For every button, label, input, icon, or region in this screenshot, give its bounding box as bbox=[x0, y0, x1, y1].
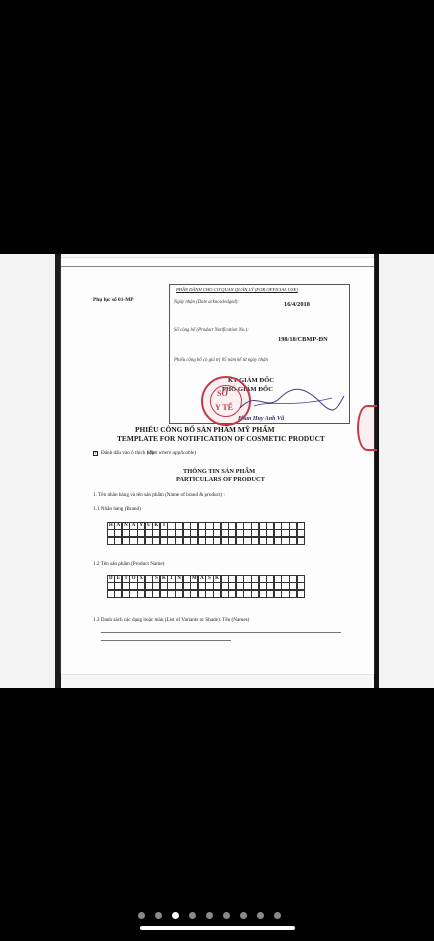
date-acknowledged-value: 16/4/2018 bbox=[284, 301, 310, 308]
item-1-name-of-brand: 1. Tên nhãn hàng và tên sản phẩm (Name of brand & product) : bbox=[93, 492, 225, 498]
document-page bbox=[61, 258, 374, 674]
product-letter-cell: E bbox=[114, 575, 122, 583]
product-letter-cell: T bbox=[122, 575, 130, 583]
brand-letter-cell: A bbox=[114, 522, 122, 530]
page-dot[interactable] bbox=[274, 912, 281, 919]
page-dot[interactable] bbox=[240, 912, 247, 919]
product-letter-cell: K bbox=[160, 575, 168, 583]
brand-letter-cell: H bbox=[107, 522, 115, 530]
product-letter-cell: X bbox=[137, 575, 145, 583]
brand-letter-cell: U bbox=[145, 522, 153, 530]
appendix-label: Phụ lục số 01-MP bbox=[93, 297, 134, 303]
item-1-2-product-name: 1.2 Tên sản phẩm (Product Name) bbox=[93, 561, 165, 567]
brand-letter-cell: I bbox=[160, 522, 168, 530]
notification-number-value: 198/18/CBMP-ĐN bbox=[278, 336, 328, 343]
product-letter-cell: S bbox=[152, 575, 160, 583]
brand-letter-cell: Y bbox=[137, 522, 145, 530]
page-dot[interactable] bbox=[138, 912, 145, 919]
item-1-3-variants: 1.3 Danh sách các dạng hoặc màu (List of Variants or Shade). Tên (Names) bbox=[93, 617, 250, 623]
variants-fill-line-1 bbox=[101, 632, 341, 633]
page-edge-seal bbox=[357, 405, 377, 451]
photo-edge-left bbox=[0, 254, 55, 688]
product-letter-cell bbox=[297, 590, 305, 598]
section-title-english: PARTICULARS OF PRODUCT bbox=[176, 476, 265, 483]
seal-text-yte: Y TẾ bbox=[215, 403, 234, 412]
section-title-vietnamese: THÔNG TIN SẢN PHẨM bbox=[183, 468, 256, 475]
item-1-1-brand: 1.1 Nhãn hàng (Brand) bbox=[93, 506, 141, 512]
page-dot[interactable] bbox=[189, 912, 196, 919]
product-letter-cell: I bbox=[167, 575, 175, 583]
page-dot[interactable] bbox=[206, 912, 213, 919]
brand-letter-cell: A bbox=[129, 522, 137, 530]
brand-letter-cell: N bbox=[122, 522, 130, 530]
validity-note: Phiếu công bố có giá trị 05 năm kể từ ngày nhận bbox=[174, 358, 268, 363]
variants-fill-line-2 bbox=[101, 640, 231, 641]
seal-text-so: SỞ bbox=[217, 389, 228, 398]
page-dot[interactable] bbox=[223, 912, 230, 919]
sign-title-deputy: PHÓ GIÁM ĐỐC bbox=[222, 386, 273, 393]
tick-note-vietnamese: Đánh dấu vào ô thích hợp bbox=[101, 450, 155, 456]
page-dot-active[interactable] bbox=[172, 912, 179, 919]
tick-note-english: (Tick where applicable) bbox=[147, 450, 197, 456]
page-indicator[interactable] bbox=[138, 912, 281, 920]
brand-letter-grid bbox=[107, 522, 304, 545]
product-letter-cell: K bbox=[213, 575, 221, 583]
tick-checkbox bbox=[93, 451, 98, 456]
page-dot[interactable] bbox=[155, 912, 162, 919]
title-english: TEMPLATE FOR NOTIFICATION OF COSMETIC PRODUCT bbox=[117, 434, 325, 443]
photo-edge-right bbox=[379, 254, 434, 688]
title-vietnamese: PHIẾU CÔNG BỐ SẢN PHẨM MỸ PHẨM bbox=[135, 425, 275, 434]
home-indicator[interactable] bbox=[140, 926, 295, 930]
brand-letter-cell: K bbox=[152, 522, 160, 530]
sign-title-director: KT GIÁM ĐỐC bbox=[228, 377, 275, 384]
signer-name: Phan Huy Anh Vũ bbox=[238, 416, 285, 422]
product-letter-cell: M bbox=[191, 576, 197, 582]
product-name-letter-grid bbox=[107, 575, 304, 598]
product-letter-cell: N bbox=[175, 575, 183, 583]
product-letter-cell: S bbox=[205, 575, 213, 583]
product-letter-cell: A bbox=[198, 575, 206, 583]
page-top-rule bbox=[61, 266, 374, 267]
notification-number-label: Số công bố (Product Notification No.): bbox=[174, 328, 249, 333]
date-acknowledged-label: Ngày nhận (Date acknowledged): bbox=[174, 300, 239, 305]
product-letter-cell: O bbox=[129, 575, 137, 583]
brand-letter-cell bbox=[297, 537, 305, 545]
product-letter-cell: D bbox=[107, 575, 115, 583]
page-dot[interactable] bbox=[257, 912, 264, 919]
official-use-header: PHẦN DÀNH CHO CƠ QUAN QUẢN LÝ (FOR OFFICIAL USE) bbox=[176, 287, 298, 292]
handwritten-signature bbox=[236, 386, 346, 416]
